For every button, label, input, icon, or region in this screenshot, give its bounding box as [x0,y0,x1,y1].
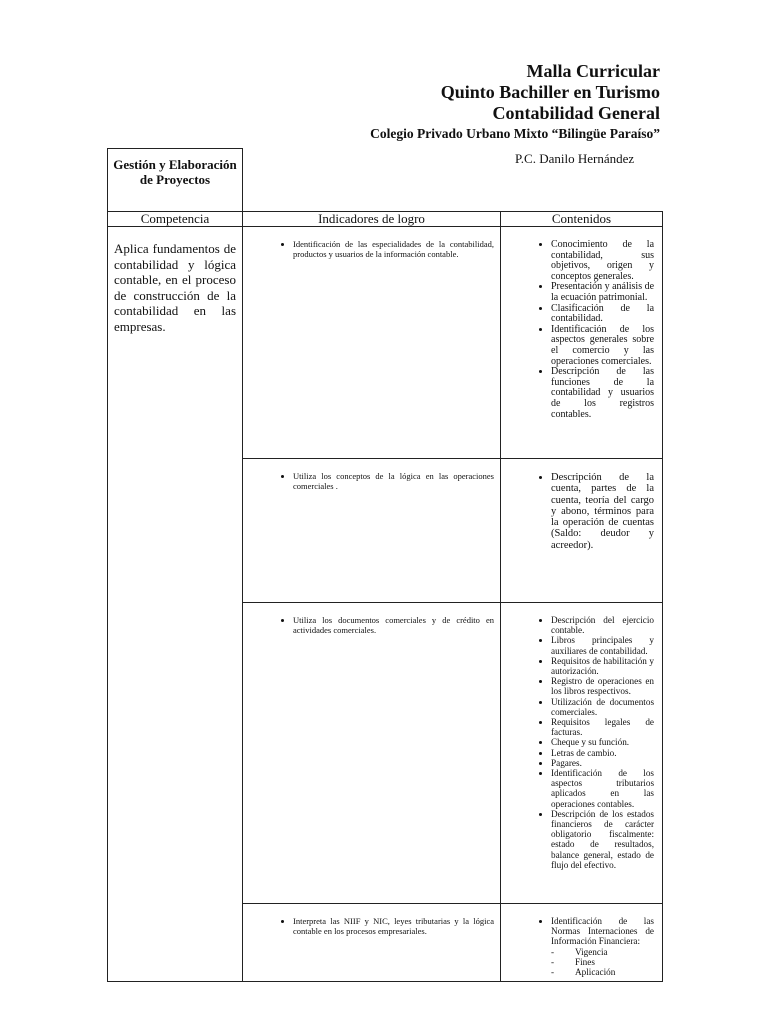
contenido-item: • Libros principales y auxiliares de contabilidad. [551,635,654,655]
indicador-item: • Utiliza los documentos comerciales y de crédito en actividades comerciales. [293,615,494,635]
contenido-item: • Letras de cambio. [551,748,654,758]
header-title: Malla Curricular [526,61,660,81]
contenido-item: • Descripción de la cuenta, partes de la cuenta, teoría del cargo y abono, términos para la operación de cuentas (Saldo: deudor y acreedor). [551,472,654,551]
column-header-competencia: Competencia [108,212,243,227]
contenido-item: • Conocimiento de la contabilidad, sus objetivos, origen y conceptos generales. [551,240,654,282]
subitem: - Aplicación [551,967,654,977]
header-grade: Quinto Bachiller en Turismo [440,82,660,102]
indicador-cell [243,459,501,603]
indicador-item: • Utiliza los conceptos de la lógica en las operaciones comerciales . [293,471,494,491]
contenidos-cell [501,227,663,459]
contenido-item: • Cheque y su función. [551,737,654,747]
contenido-item: • Descripción del ejercicio contable. [551,615,654,635]
curriculum-table [107,148,663,982]
contenido-item: • Registro de operaciones en los libros respectivos. [551,676,654,696]
contenido-item [551,916,654,977]
document-header [370,61,660,144]
indicador-cell [243,904,501,982]
contenido-item: • Utilización de documentos comerciales. [551,697,654,717]
contenido-item: • Identificación de los aspectos tributarios aplicados en las operaciones contables. [551,768,654,809]
contenido-item: • Requisitos de habilitación y autorización. [551,656,654,676]
contenido-item: • Identificación de los aspectos generales sobre el comercio y las operaciones comerciales. [551,325,654,367]
author-name: P.C. Danilo Hernández [515,150,635,166]
indicador-item: • Identificación de las especialidades de la contabilidad, productos y usuarios de la información contable. [293,239,494,259]
table-title: Gestión y Elaboración de Proyectos [108,149,243,212]
contenidos-cell [501,603,663,904]
column-header-contenidos: Contenidos [501,212,663,227]
contenido-item: • Descripción de las funciones de la contabilidad y usuarios de los registros contables. [551,367,654,420]
column-header-indicadores: Indicadores de logro [243,212,501,227]
contenido-intro: Identificación de las Normas Internaciones de Información Financiera: [551,916,655,947]
indicador-cell [243,227,501,459]
subitem: - Fines [551,957,654,967]
contenidos-cell [501,904,663,982]
header-school: Colegio Privado Urbano Mixto “Bilingüe Paraíso” [370,126,660,141]
indicador-item: • Interpreta las NIIF y NIC, leyes tributarias y la lógica contable en los procesos empresariales. [293,916,494,936]
contenidos-cell [501,459,663,603]
subitem: - Vigencia [551,947,654,957]
contenido-item: • Presentación y análisis de la ecuación patrimonial. [551,282,654,303]
competencia-text: Aplica fundamentos de contabilidad y lógica contable, en el proceso de construcción de la contabilidad en las empresas. [114,241,236,334]
indicador-cell [243,603,501,904]
header-subject: Contabilidad General [492,103,660,123]
contenido-item: • Pagares. [551,758,654,768]
contenido-item: • Descripción de los estados financieros de carácter obligatorio fiscalmente: estado de resultados, balance general, estado de flujo del efectivo. [551,809,654,870]
contenido-item: • Clasificación de la contabilidad. [551,304,654,325]
contenido-item: • Requisitos legales de facturas. [551,717,654,737]
competencia-cell [108,227,243,982]
